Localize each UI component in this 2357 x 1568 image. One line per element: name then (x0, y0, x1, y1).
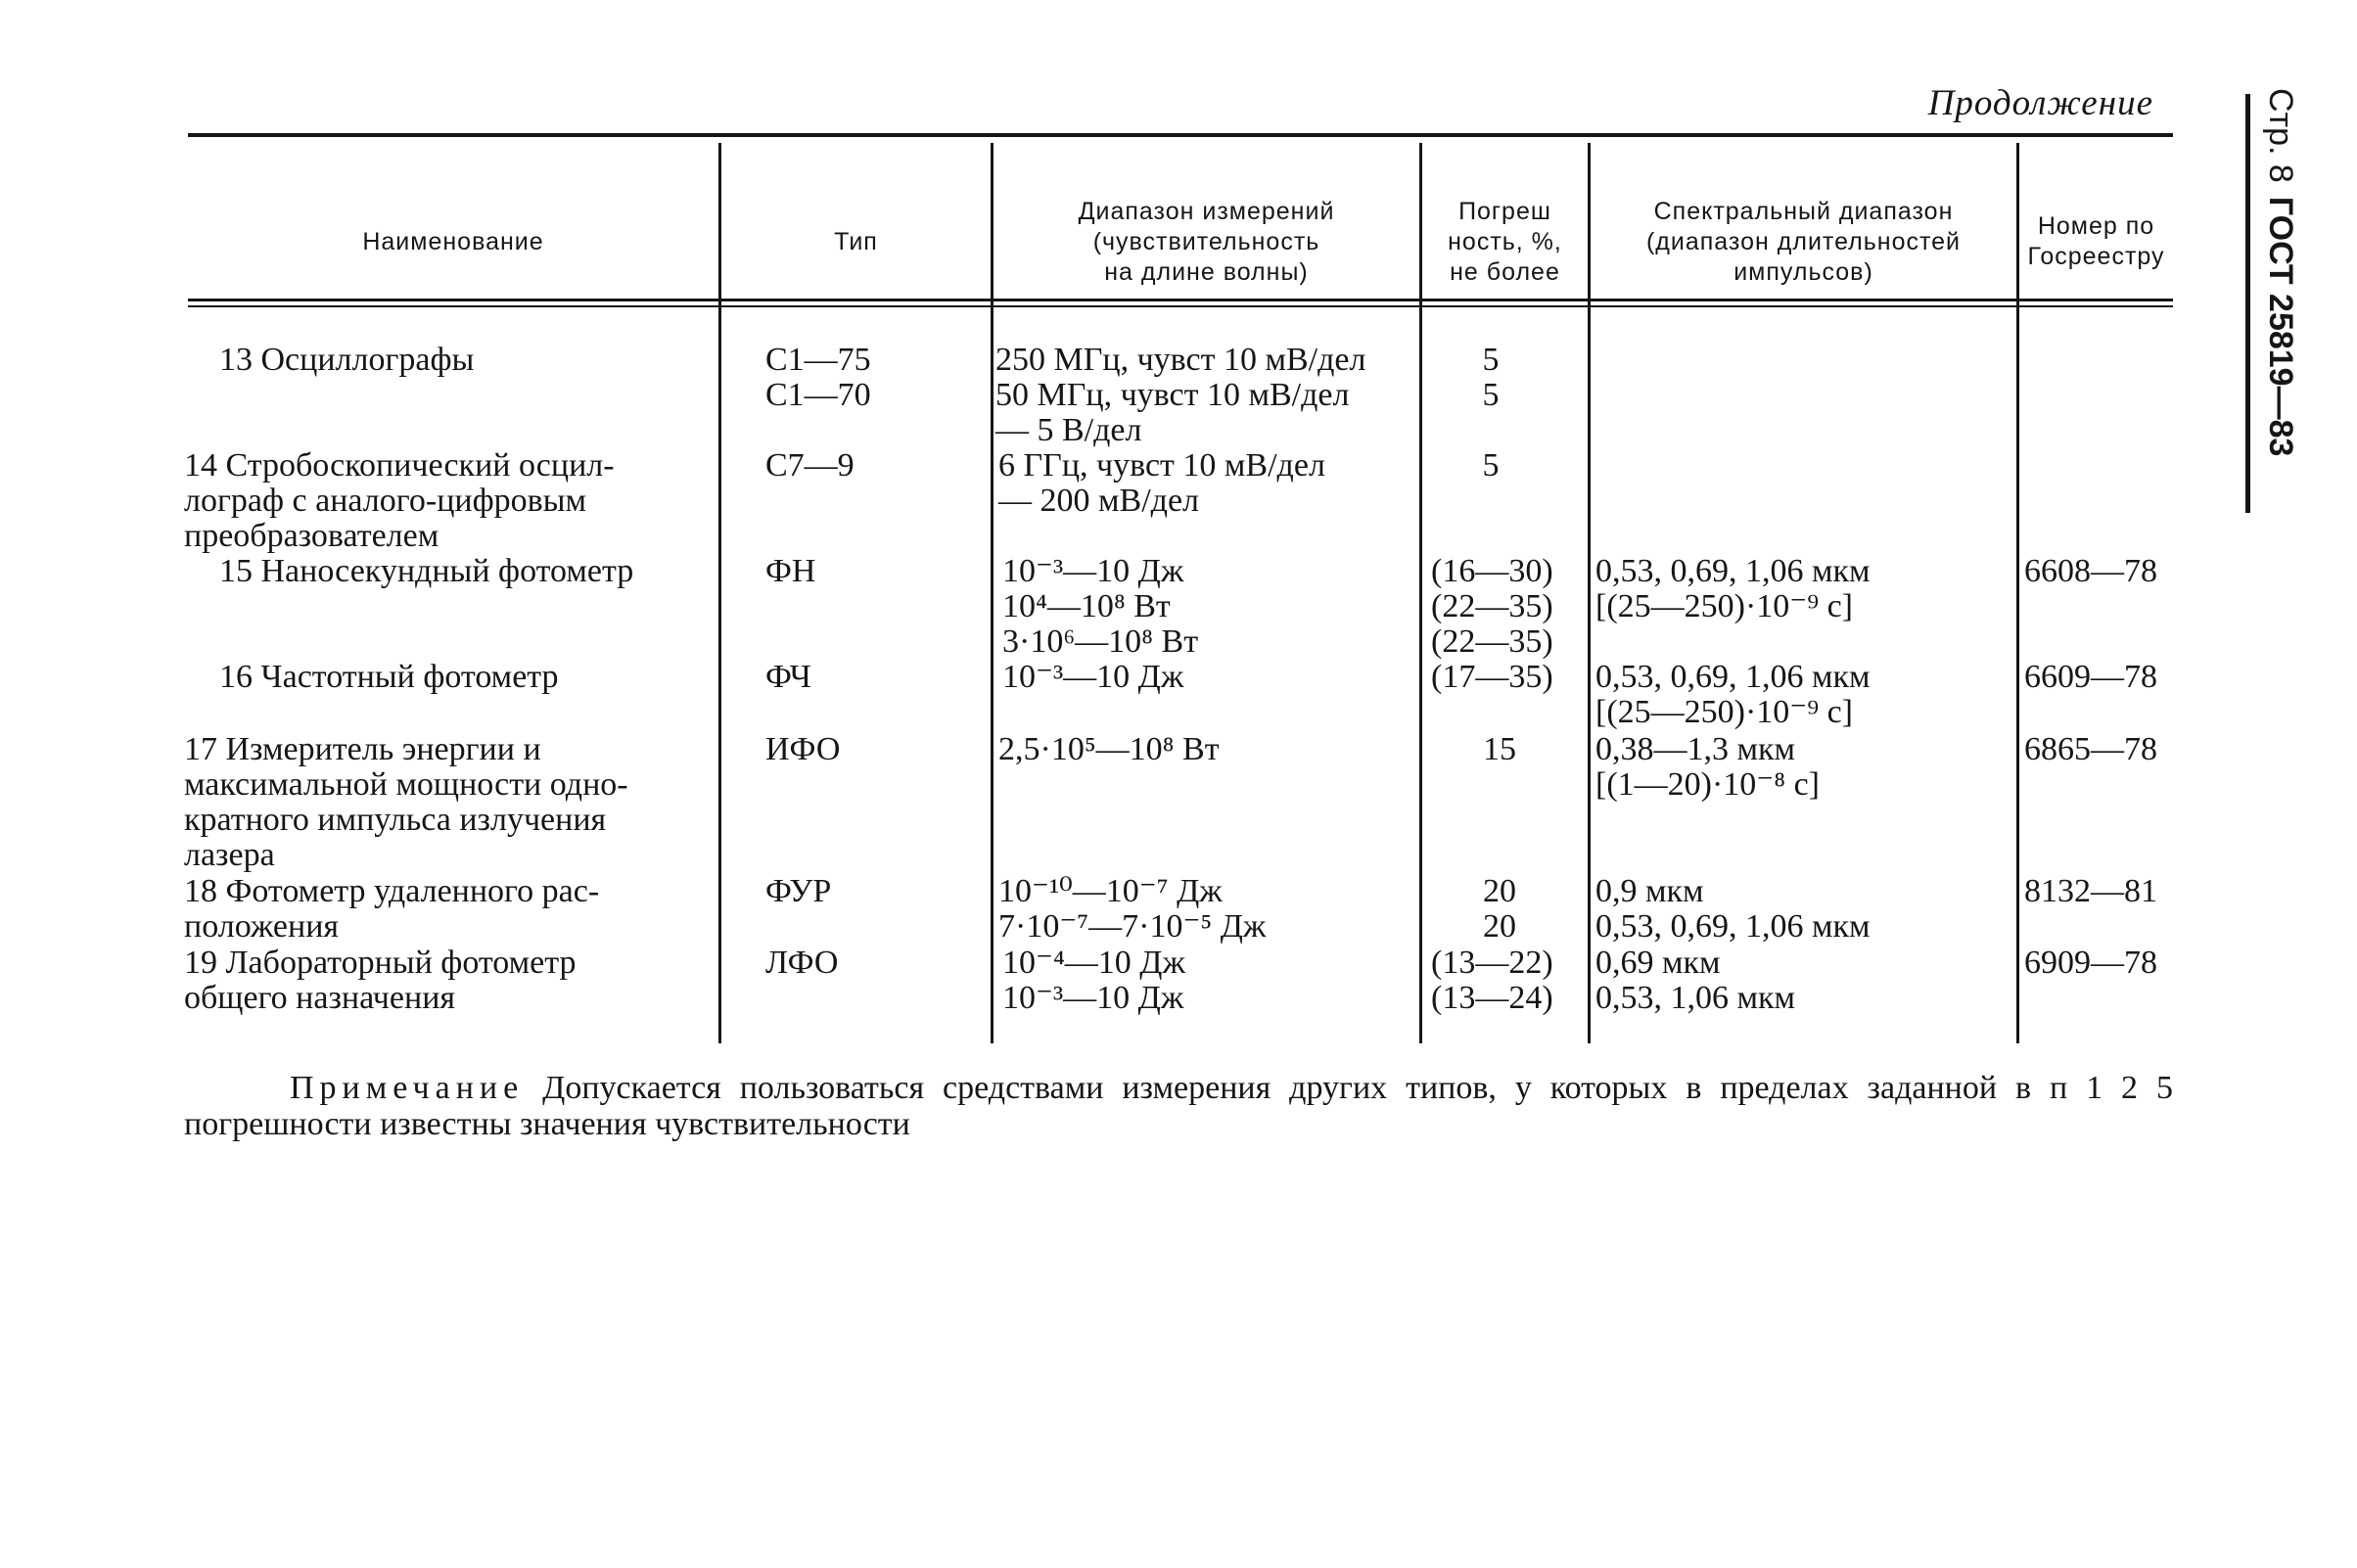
row-type: С1—75 С1—70 (765, 342, 871, 413)
row-registry: 6608—78 (2024, 553, 2157, 589)
row-range: 10⁻⁴—10 Дж 10⁻³—10 Дж (1002, 945, 1185, 1016)
row-type: ФУР (765, 873, 832, 909)
continuation-label: Продолжение (1927, 83, 2153, 123)
row-name: 13 Осциллографы (219, 342, 475, 378)
row-spectral: 0,69 мкм 0,53, 1,06 мкм (1595, 945, 1796, 1016)
row-type: ЛФО (765, 945, 839, 981)
row-name: 16 Частотный фотометр (219, 659, 559, 695)
row-spectral: 0,38—1,3 мкм [(1—20)·10⁻⁸ с] (1595, 731, 1821, 803)
row-registry: 8132—81 (2024, 873, 2157, 909)
row-range: 6 ГГц, чувст 10 мВ/дел — 200 мВ/дел (998, 447, 1325, 519)
row-range: 2,5·10⁵—10⁸ Вт (998, 731, 1220, 767)
row-spectral: 0,53, 0,69, 1,06 мкм [(25—250)·10⁻⁹ с] (1595, 553, 1871, 624)
header-spectral: Спектральный диапазон (диапазон длительностей импульсов) (1645, 197, 1962, 286)
header-range: Диапазон измерений (чувствительность на длине волны) (1078, 197, 1335, 286)
row-type: ФЧ (765, 659, 811, 695)
row-type: С7—9 (765, 447, 855, 484)
row-registry: 6865—78 (2024, 731, 2157, 767)
row-error: (16—30) (22—35) (22—35) (1431, 553, 1553, 660)
row-error: (17—35) (1431, 659, 1553, 695)
row-error: 5 5 (1482, 342, 1500, 413)
side-rule (2245, 94, 2250, 513)
row-error: 20 20 (1483, 873, 1516, 945)
row-range: 250 МГц, чувст 10 мВ/дел 50 МГц, чувст 10 мВ/дел — 5 В/дел (995, 342, 1366, 448)
row-registry: 6609—78 (2024, 659, 2157, 695)
row-range: 10⁻³—10 Дж 10⁴—10⁸ Вт 3·10⁶—10⁸ Вт (1002, 553, 1199, 660)
row-name: 19 Лабораторный фотометр общего назначения (184, 945, 577, 1016)
table-top-rule (188, 133, 2173, 137)
header-registry: Номер по Госреестру (2027, 212, 2165, 270)
row-spectral: 0,53, 0,69, 1,06 мкм [(25—250)·10⁻⁹ с] (1595, 659, 1871, 730)
row-name: 17 Измеритель энергии и максимальной мощности одно- кратного импульса излучения лазера (184, 731, 628, 873)
row-spectral: 0,9 мкм 0,53, 0,69, 1,06 мкм (1595, 873, 1871, 945)
row-range: 10⁻¹⁰—10⁻⁷ Дж 7·10⁻⁷—7·10⁻⁵ Дж (998, 873, 1267, 945)
header-bottom-rule-2 (188, 305, 2173, 307)
row-type: ФН (765, 553, 816, 589)
row-registry: 6909—78 (2024, 945, 2157, 981)
header-type: Тип (834, 227, 878, 255)
page-number: Стр. 8 (2262, 88, 2299, 183)
row-error: 5 (1482, 447, 1500, 484)
standard-code: ГОСТ 25819—83 (2262, 196, 2299, 457)
header-error: Погреш ность, %, не более (1448, 197, 1562, 286)
row-error: (13—22) (13—24) (1431, 945, 1553, 1016)
row-range: 10⁻³—10 Дж (1002, 659, 1184, 695)
table-note (184, 1070, 2173, 1142)
row-error: 15 (1483, 731, 1516, 767)
note-text: Допускается пользоваться средствами измерения других типов, у которых в пределах заданной в п 1 2 5 погрешности известны значения чувствительности (184, 1070, 2173, 1142)
row-name: 18 Фотометр удаленного рас- положения (184, 873, 600, 945)
note-label: Примечание (290, 1070, 525, 1106)
row-name: 14 Стробоскопический осцил- лограф с аналого-цифровым преобразователем (184, 447, 615, 554)
header-name: Наименование (362, 227, 544, 255)
side-header (2261, 88, 2299, 456)
row-type: ИФО (765, 731, 841, 767)
row-name: 15 Наносекундный фотометр (219, 553, 634, 589)
